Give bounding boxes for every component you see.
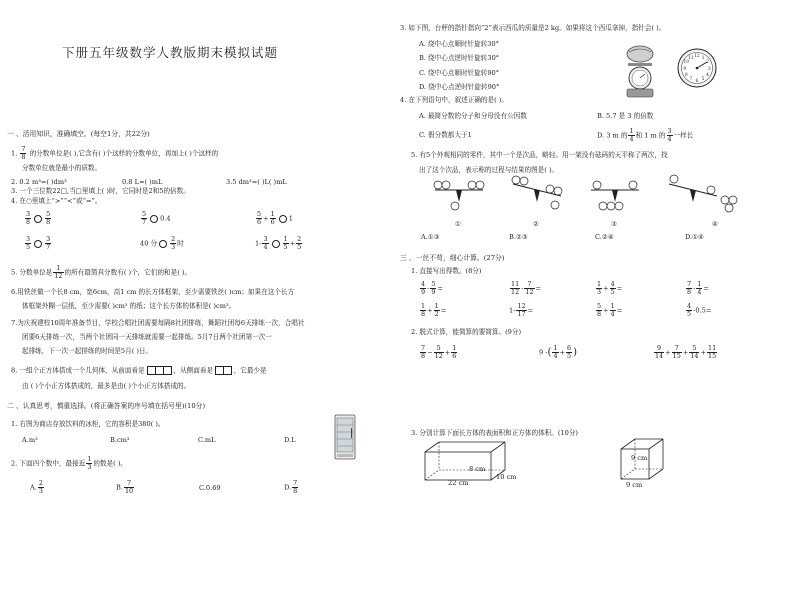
dial-number: 3 [707, 65, 711, 71]
balance-1 [434, 181, 484, 210]
q2-1-opt-b[interactable]: B.cm³ [110, 436, 130, 444]
cuboid-height-label: 10 cm [496, 473, 517, 481]
balance-2 [512, 176, 562, 209]
dial-number: 9 [683, 65, 687, 71]
compare-circle[interactable] [34, 240, 42, 248]
q1-4: 4. 在○里填上“>”“<”或“=”。 [11, 197, 102, 205]
dial-number: 8 [685, 71, 688, 77]
compare-r2c1: $\frac{3}{5}$ $\frac{3}{7}$ [26, 235, 51, 251]
compare-circle[interactable] [34, 215, 42, 223]
q2-5b: 出了这个次品，表示称的过程与结果的图是( )。 [419, 166, 559, 174]
q2-2-opt-b[interactable]: B. $\frac{7}{10}$ [116, 479, 134, 495]
q2-3-opt-c[interactable]: C. 绕中心点顺时针旋转90° [419, 69, 500, 77]
q3-3: 3. 分别计算下面长方体的表面积和正方体的体积。(10分) [411, 429, 578, 437]
page-title: 下册五年级数学人教版期末模拟试题 [62, 45, 279, 60]
q2-5-opt-c[interactable]: C.②④ [595, 233, 614, 241]
balance-3 [591, 181, 639, 210]
q1-5: 5. 分数单位是 $\frac{1}{12}$ 的所有最简真分数有( )个，它们的和是( )。 [11, 264, 192, 280]
q2-2: 2. 下面四个数中，最接近 $\frac{1}{3}$ 的数是( )。 [11, 455, 128, 471]
q2-4-opt-c[interactable]: C. 假分数都大于1 [419, 131, 472, 139]
compare-circle[interactable] [279, 215, 287, 223]
balance-4 [669, 175, 737, 212]
balance-label-4: ④ [712, 220, 718, 228]
section-2-header: 二 、认真思考，慎重选择。(将正确答案的序号填在括号里)(10分) [7, 402, 206, 410]
cube-edge-label-1: 9 cm [631, 454, 648, 462]
balance-label-2: ② [533, 220, 539, 228]
scale-dial [677, 48, 717, 88]
q1-7b: 团要6天排练一次，当两个社团同一天排练就需要一起排练。5月7日两个社团第一次一 [22, 333, 272, 341]
q2-4-opt-a[interactable]: A. 最简分数的分子和分母没有公因数 [419, 112, 527, 120]
q2-3: 3. 如下图，台秤的指针指向“2”表示西瓜的质量是2 kg。如果将这个西瓜拿掉，指针会( )。 [400, 24, 666, 32]
q2-1-opt-c[interactable]: C.mL [198, 436, 216, 444]
front-view [147, 367, 172, 375]
q3-1: 1. 直接写出得数。(8分) [411, 267, 482, 275]
calc-item: $\frac{4}{5}$ -0.5= [687, 302, 712, 318]
q2-5a: 5. 有5个外观相同的零件，其中一个是次品，略轻。用一架没有砝码的天平称了两次，找 [411, 151, 668, 159]
calc-item: $\frac{5}{8}$ + $\frac{1}{4}$ = [597, 302, 623, 318]
q1-1-cont: 分数单位就是最小的质数。 [22, 164, 102, 172]
calc-item: $\frac{7}{8}$ - $\frac{1}{4}$ = [687, 280, 709, 296]
q2-1-opt-d[interactable]: D.L [284, 436, 296, 444]
q1-6b: 体框架外糊一层纸，至少需要( )cm² 的纸；这个长方体的体积是( )cm³。 [22, 302, 236, 310]
calc-item: $\frac{4}{9}$ - $\frac{5}{9}$ = [421, 280, 443, 296]
balance-label-3: ③ [611, 220, 617, 228]
q1-2c: 3.5 dm³=( )L( )mL [226, 178, 287, 186]
compare-r1c1: $\frac{3}{8}$ $\frac{5}{8}$ [26, 210, 51, 226]
q1-3: 3. 一个三位数22□,当□里填上( )时，它同时是2和5的倍数。 [11, 187, 190, 195]
balance-diagrams [427, 178, 747, 224]
scale-image [617, 44, 663, 100]
q1-6a: 6.用铁丝做一个长8 cm，宽6cm，高1 cm 的长方体框架，至少需要铁丝( )cm；如果在这个长方 [11, 288, 295, 296]
compare-r1c2: $\frac{5}{7}$ 0.4 [142, 210, 171, 226]
compare-r2c2: 40 分 $\frac{2}{3}$ 时 [140, 235, 184, 251]
fraction: $\frac{7}{8}$ [21, 145, 26, 161]
dial-number: 1 [701, 54, 705, 60]
dial-number: 7 [689, 76, 693, 82]
dial-number: 10 [683, 59, 690, 65]
q2-3-opt-b[interactable]: B. 绕中心点逆时针旋转30° [419, 54, 500, 62]
compare-r1c3: $\frac{5}{6}$ + $\frac{1}{6}$ 1 [257, 210, 293, 226]
section-3-header: 三 、一丝不苟，细心计算。(27分) [400, 254, 505, 262]
q2-2-opt-a[interactable]: A. $\frac{2}{3}$ [30, 479, 43, 495]
q3-2: 2. 脱式计算，能简算的要简算。(9分) [411, 328, 522, 336]
calc-item: $\frac{1}{8}$ + $\frac{1}{2}$ = [421, 302, 447, 318]
calc-item: $\frac{1}{3}$ + $\frac{4}{5}$ = [597, 280, 623, 296]
dial-number: 5 [701, 76, 705, 82]
compare-circle[interactable] [150, 215, 158, 223]
q2-5-opt-a[interactable]: A.①③ [421, 233, 440, 241]
q2-3-opt-d[interactable]: D. 绕中心点逆时针旋转90° [419, 83, 500, 91]
expr-1: $\frac{7}{8}$ − $\frac{5}{12}$ + $\frac{1}{6}$ [421, 344, 457, 360]
section-1-header: 一 、活用知识，准确填空。(每空1分，共22分) [7, 130, 150, 138]
dial-number: 11 [688, 54, 694, 60]
cube-edge-label-2: 9 cm [626, 481, 643, 489]
q1-8b: 由 ( )个小正方体搭成的，最多是由( )个小正方体搭成的。 [22, 382, 191, 390]
dial-number: 4 [706, 71, 709, 77]
expr-3: $\frac{9}{14}$ + $\frac{7}{15}$ + $\frac{5}{14}$ + $\frac{11}{15}$ [655, 344, 717, 360]
q2-1-opt-a[interactable]: A.m³ [22, 436, 38, 444]
compare-circle[interactable] [159, 240, 167, 248]
q1-7a: 7.为庆祝建校10周年准备节目，学校合唱社团需要每隔8社团排练，舞蹈社团每6天排练一次，合唱社 [11, 319, 305, 327]
q2-3-opt-a[interactable]: A. 绕中心点顺时针旋转30° [419, 40, 499, 48]
q1-8a: 8. 一组个正方体搭成一个几何体，从前面看是 ，从侧面看是 ，它最少是 [11, 366, 267, 375]
dial-number: 2 [706, 59, 709, 65]
q2-2-opt-d[interactable]: D. $\frac{7}{8}$ [284, 479, 298, 495]
q2-1: 1. 右图为商店存放饮料的冰柜，它的容积是380( )。 [11, 420, 165, 428]
cuboid-depth-label: 8 cm [469, 465, 486, 473]
q2-5-opt-b[interactable]: B.②③ [509, 233, 528, 241]
expr-2: 9 -( $\frac{1}{4}$ + $\frac{6}{5}$ ) [539, 344, 578, 360]
q1-7c: 起排练，下一次一起排练的时间是5月( )日。 [22, 347, 153, 355]
q2-4-opt-d[interactable]: D. 3 m 的 $\frac{1}{4}$ 和 1 m 的 $\frac{3}{4}$ 一样长 [597, 127, 694, 143]
q1-2b: 0.8 L=( )mL [122, 178, 163, 186]
dial-number: 12 [694, 53, 700, 59]
side-view [215, 367, 231, 375]
q1-1: 1. $\frac{7}{8}$ 的分数单位是( ),它含有( )个这样的分数单位，再加上( )个这样的 [11, 145, 219, 161]
balance-label-1: ① [455, 220, 461, 228]
q2-4-opt-b[interactable]: B. 5.7 是 3 的倍数 [597, 112, 654, 120]
dial-number: 6 [695, 77, 699, 83]
calc-item: 1- $\frac{12}{17}$ = [509, 302, 534, 318]
q2-5-opt-d[interactable]: D.①④ [685, 233, 704, 241]
fridge-image [334, 414, 356, 460]
q2-4: 4. 在下列语句中，叙述正确的是( )。 [400, 96, 508, 104]
compare-r2c3: 1- $\frac{3}{4}$ $\frac{1}{5}$ + $\frac{2}{5}$ [255, 235, 302, 251]
compare-circle[interactable] [272, 240, 280, 248]
q1-2a: 2. 0.2 m³=( )dm³ [11, 178, 67, 186]
calc-item: $\frac{11}{12}$ - $\frac{7}{12}$ = [511, 280, 542, 296]
q2-2-opt-c[interactable]: C.0.69 [199, 484, 221, 492]
cuboid-width-label: 22 cm [448, 479, 469, 487]
